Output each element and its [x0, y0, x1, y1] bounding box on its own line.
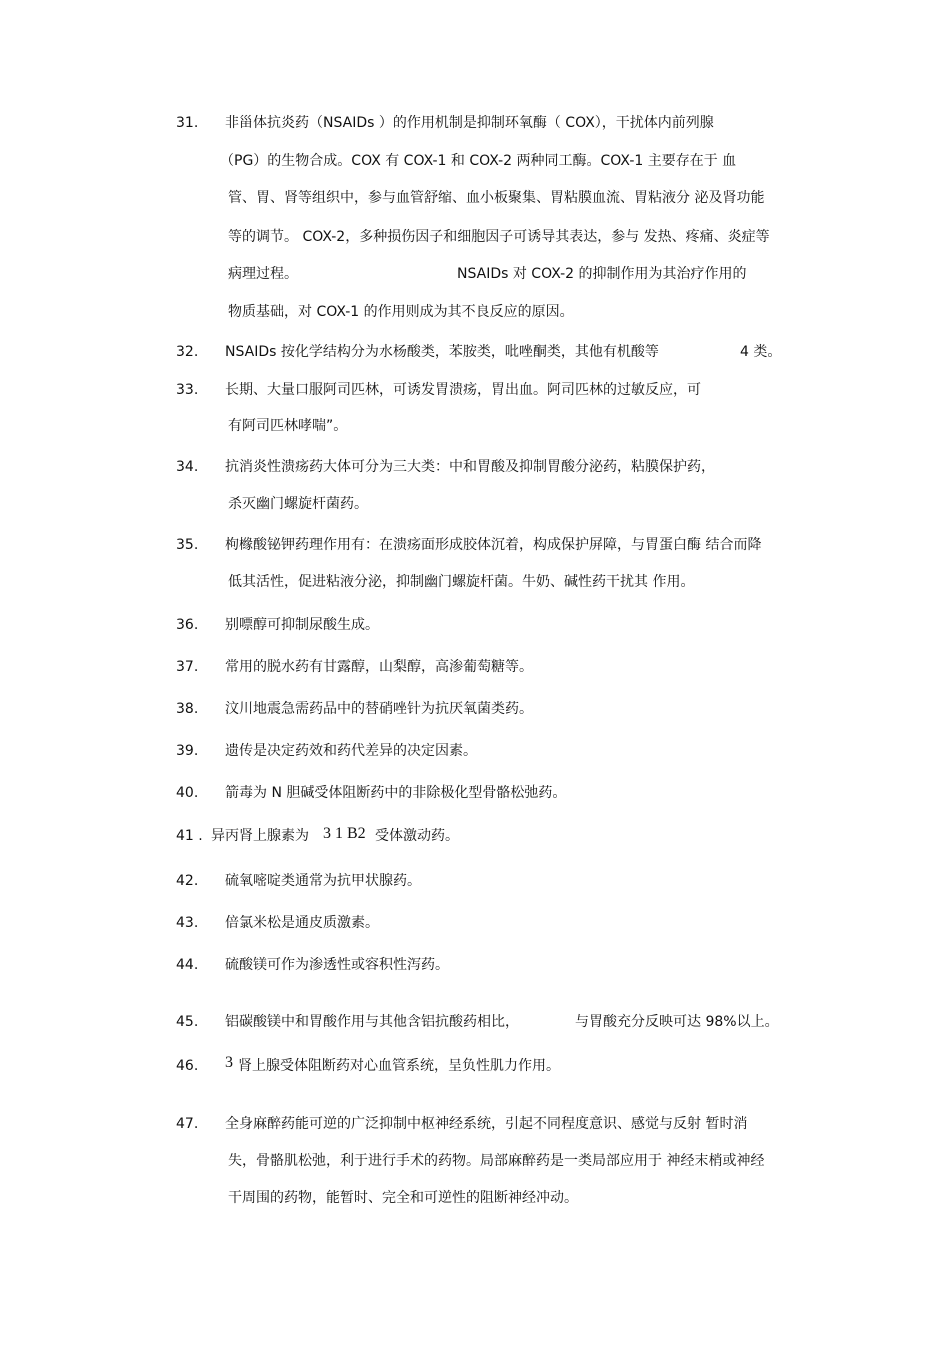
text-line: 失，骨骼肌松弛，利于进行手术的药物。局部麻醉药是一类局部应用于 神经末梢或神经 [228, 1153, 765, 1169]
text-line: 硫酸镁可作为渗透性或容积性泻药。 [225, 957, 449, 973]
item-number: 43. [176, 915, 199, 931]
item-number: 45. [176, 1014, 199, 1030]
text-line: 铝碳酸镁中和胃酸作用与其他含铝抗酸药相比， [225, 1014, 519, 1030]
text-line: 枸橼酸铋钾药理作用有：在溃疡面形成胶体沉着，构成保护屏障，与胃蛋白酶 结合而降 [225, 537, 762, 553]
text-line: NSAIDs 对 COX-2 的抑制作用为其治疗作用的 [457, 266, 747, 282]
text-line: 非甾体抗炎药（NSAIDs ）的作用机制是抑制环氧酶（ COX），干扰体内前列腺 [225, 115, 714, 131]
text-line: 常用的脱水药有甘露醇，山梨醇，高渗葡萄糖等。 [225, 659, 533, 675]
text-line: 3 1 B2 [323, 825, 366, 842]
item-number: 36. [176, 617, 199, 633]
item-number: 34. [176, 459, 199, 475]
text-line: 汶川地震急需药品中的替硝唑针为抗厌氧菌类药。 [225, 701, 533, 717]
text-line: 3 [225, 1054, 233, 1071]
text-line: 与胃酸充分反映可达 98%以上。 [575, 1014, 779, 1030]
item-number: 31. [176, 115, 199, 131]
item-number: 37. [176, 659, 199, 675]
item-number: 35. [176, 537, 199, 553]
text-line: NSAIDs 按化学结构分为水杨酸类，苯胺类，吡唑酮类，其他有机酸等 [225, 344, 659, 360]
text-line: 肾上腺受体阻断药对心血管系统，呈负性肌力作用。 [238, 1058, 560, 1074]
item-number: 39. [176, 743, 199, 759]
item-number: 46. [176, 1058, 199, 1074]
item-number: 40. [176, 785, 199, 801]
text-line: 倍氯米松是通皮质激素。 [225, 915, 379, 931]
text-line: 管、胃、肾等组织中，参与血管舒缩、血小板聚集、胃粘膜血流、胃粘液分 泌及肾功能 [228, 190, 765, 206]
text-line: 等的调节。 COX-2，多种损伤因子和细胞因子可诱导其表达，参与 发热、疼痛、炎症等 [228, 229, 770, 245]
item-number: 32. [176, 344, 199, 360]
text-line: 干周围的药物，能暂时、完全和可逆性的阻断神经冲动。 [228, 1190, 578, 1206]
text-line: 受体激动药。 [375, 828, 459, 844]
item-number: 44. [176, 957, 199, 973]
text-line: 4 类。 [740, 344, 782, 360]
text-line: 低其活性，促进粘液分泌，抑制幽门螺旋杆菌。牛奶、碱性药干扰其 作用。 [228, 574, 695, 590]
text-line: 抗消炎性溃疡药大体可分为三大类：中和胃酸及抑制胃酸分泌药，粘膜保护药， [225, 459, 715, 475]
text-line: （PG）的生物合成。COX 有 COX-1 和 COX-2 两种同工酶。COX-1 主要存在于 血 [220, 153, 737, 169]
text-line: 长期、大量口服阿司匹林，可诱发胃溃疡，胃出血。阿司匹林的过敏反应，可 [225, 382, 701, 398]
item-number: 38. [176, 701, 199, 717]
text-line: 硫氧嘧啶类通常为抗甲状腺药。 [225, 873, 421, 889]
text-line: 箭毒为 N 胆碱受体阻断药中的非除极化型骨骼松弛药。 [225, 785, 567, 801]
text-line: 遗传是决定药效和药代差异的决定因素。 [225, 743, 477, 759]
item-number: 33. [176, 382, 199, 398]
text-line: 异丙肾上腺素为 [211, 828, 309, 844]
item-number: 42. [176, 873, 199, 889]
item-number: 47. [176, 1116, 199, 1132]
text-line: 杀灭幽门螺旋杆菌药。 [228, 496, 368, 512]
text-line: 物质基础，对 COX-1 的作用则成为其不良反应的原因。 [228, 304, 574, 320]
text-line: 有阿司匹林哮喘”。 [228, 418, 348, 434]
text-line: 病理过程。 [228, 266, 298, 282]
text-line: 全身麻醉药能可逆的广泛抑制中枢神经系统，引起不同程度意识、感觉与反射 暂时消 [225, 1116, 748, 1132]
text-line: 别嘌醇可抑制尿酸生成。 [225, 617, 379, 633]
item-number: 41 . [176, 828, 203, 844]
